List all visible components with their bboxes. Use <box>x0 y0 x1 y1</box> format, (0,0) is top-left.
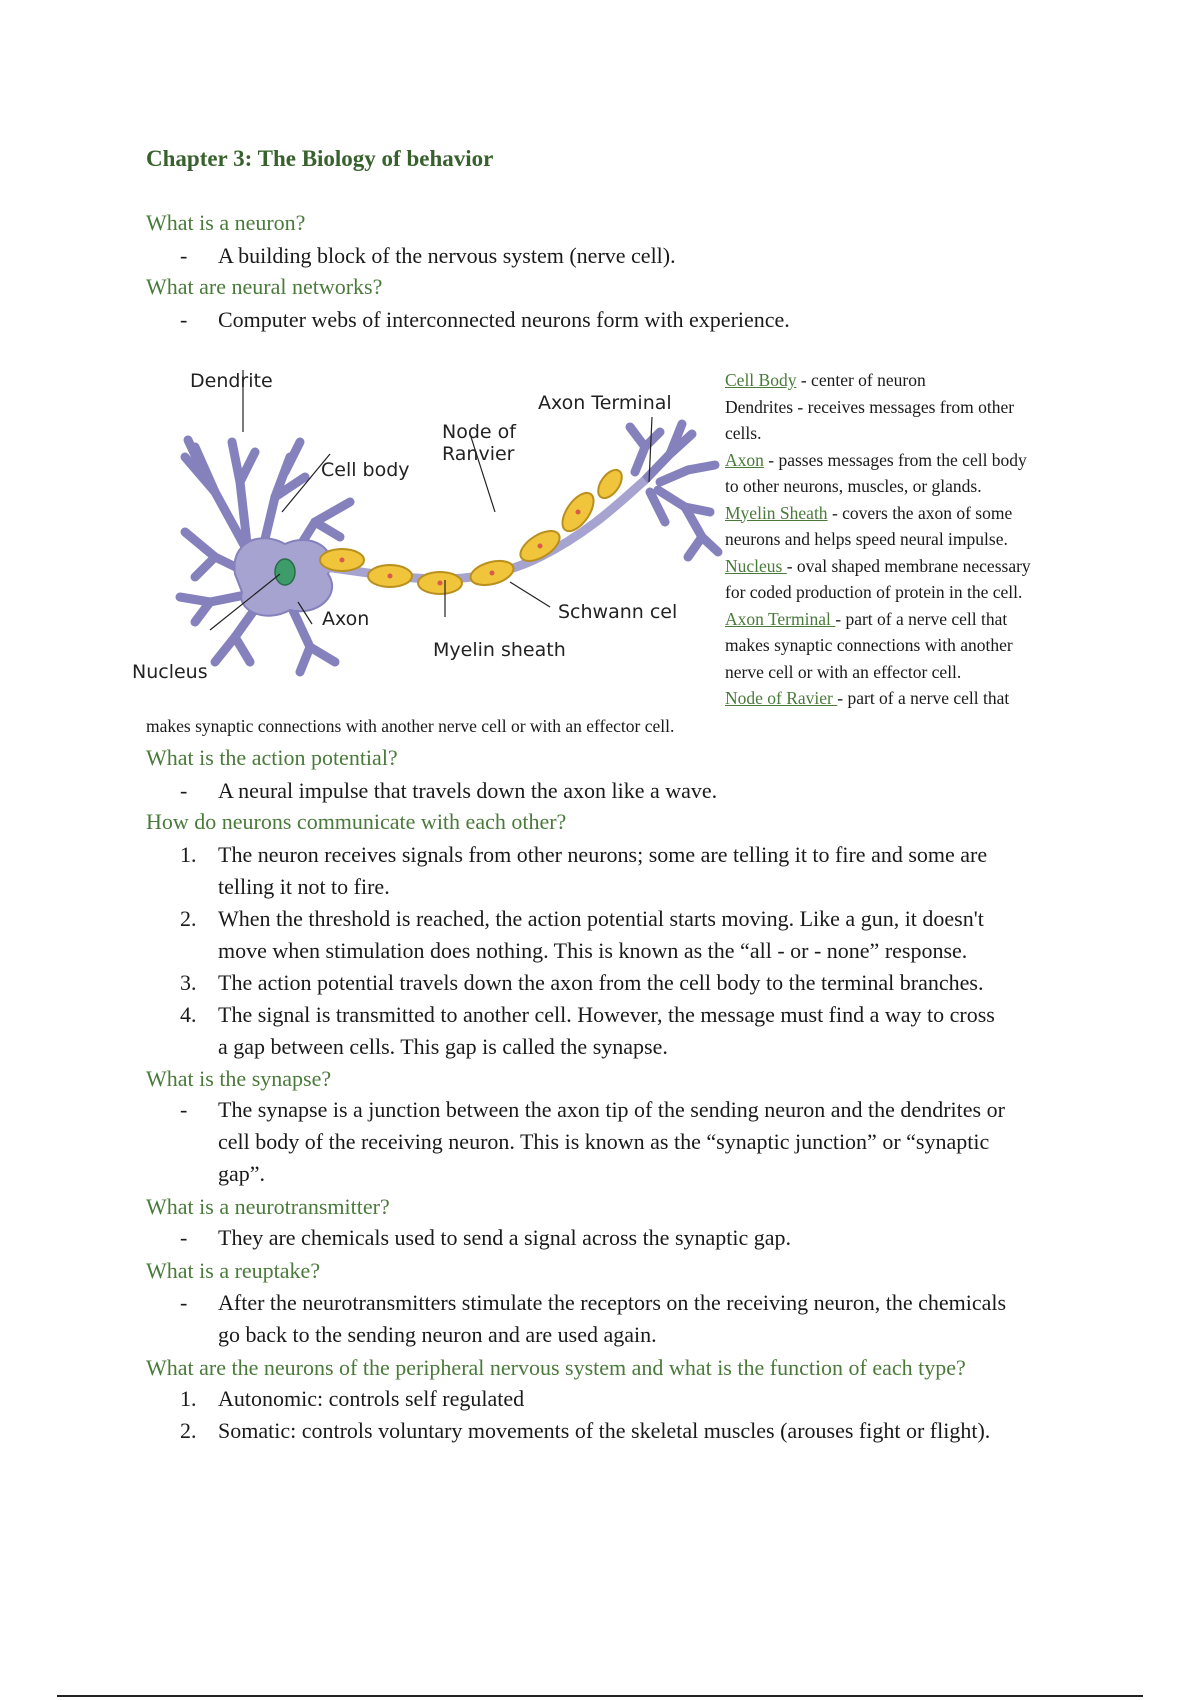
chapter-title: Chapter 3: The Biology of behavior <box>146 146 494 171</box>
label-axon: Axon <box>322 608 370 630</box>
list-number: 2. <box>180 1418 197 1443</box>
answer-text: A building block of the nervous system (nerve cell). <box>218 243 676 268</box>
answer-neural-networks <box>180 304 1090 336</box>
list-item-communicate-4 <box>180 999 1090 1063</box>
list-text: Somatic: controls voluntary movements of the skeletal muscles (arouses fight or flight). <box>218 1418 991 1443</box>
list-text: The action potential travels down the axon from the cell body to the terminal branches. <box>218 970 984 995</box>
definition-text: - passes messages from the cell body <box>763 449 1027 470</box>
label-nucleus: Nucleus <box>132 661 208 683</box>
definition-axon <box>725 447 1085 474</box>
label-node-of-ranvier-line2: Ranvier <box>442 443 515 465</box>
list-text: The signal is transmitted to another cell. However, the message must find a way to cross <box>218 1002 995 1027</box>
definition-cell-body <box>725 367 1085 394</box>
label-cell-body: Cell body <box>321 459 410 481</box>
list-item-peripheral-2 <box>180 1415 1090 1447</box>
definition-myelin <box>725 500 1085 527</box>
list-number: 2. <box>180 906 197 931</box>
definition-text: - covers the axon of some <box>827 502 1013 523</box>
question-neurotransmitter: What is a neurotransmitter? <box>146 1194 390 1219</box>
term-node-of-ravier: Node of Ravier <box>725 688 838 708</box>
bullet-marker: - <box>180 778 188 803</box>
list-text: Autonomic: controls self regulated <box>218 1386 525 1411</box>
list-item-communicate-2 <box>180 903 1090 967</box>
question-peripheral: What are the neurons of the peripheral nervous system and what is the function of each type? <box>146 1355 966 1380</box>
bullet-marker: - <box>180 1097 188 1122</box>
question-reuptake: What is a reuptake? <box>146 1258 321 1283</box>
term-cell-body: Cell Body <box>725 370 797 390</box>
definition-myelin-cont: neurons and helps speed neural impulse. <box>725 529 1008 549</box>
answer-text: They are chemicals used to send a signal across the synaptic gap. <box>218 1225 792 1250</box>
question-communicate: How do neurons communicate with each other? <box>146 809 567 834</box>
bullet-marker: - <box>180 243 188 268</box>
definition-nucleus <box>725 553 1085 580</box>
label-node-of-ranvier-line1: Node of <box>442 421 516 443</box>
answer-text: A neural impulse that travels down the axon like a wave. <box>218 778 718 803</box>
question-action-potential: What is the action potential? <box>146 745 398 770</box>
neuron-diagram <box>132 362 720 683</box>
answer-synapse <box>180 1094 1090 1190</box>
definition-nucleus-cont: for coded production of protein in the cell. <box>725 582 1023 602</box>
definition-axon-terminal-cont2: nerve cell or with an effector cell. <box>725 661 962 682</box>
question-neuron: What is a neuron? <box>146 210 306 235</box>
question-synapse: What is the synapse? <box>146 1066 332 1091</box>
footer-rule <box>57 1695 1143 1697</box>
answer-action-potential <box>180 775 1090 807</box>
list-text-cont: move when stimulation does nothing. This is known as the “all - or - none” response. <box>218 938 968 963</box>
answer-text: Computer webs of interconnected neurons form with experience. <box>218 307 790 332</box>
definition-axon-cont: to other neurons, muscles, or glands. <box>725 476 982 496</box>
list-text: When the threshold is reached, the action potential starts moving. Like a gun, it doesn't <box>218 906 984 931</box>
definition-text: - part of a nerve cell that <box>835 608 1008 629</box>
label-myelin-sheath: Myelin sheath <box>433 639 566 661</box>
answer-text-cont: cell body of the receiving neuron. This is known as the “synaptic junction” or “synaptic <box>218 1129 990 1154</box>
list-item-communicate-1 <box>180 839 1090 903</box>
term-axon-terminal: Axon Terminal <box>725 608 836 629</box>
term-axon: Axon <box>725 449 764 470</box>
definition-node <box>725 685 1085 712</box>
list-number: 4. <box>180 1002 197 1027</box>
list-item-communicate-3 <box>180 967 1090 999</box>
label-dendrite: Dendrite <box>190 370 273 392</box>
list-text-cont: a gap between cells. This gap is called the synapse. <box>218 1034 668 1059</box>
label-schwann-cell: Schwann cel <box>558 601 678 623</box>
definition-axon-terminal-cont: makes synaptic connections with another <box>725 635 1013 655</box>
list-number: 1. <box>180 842 197 867</box>
definition-dendrites: Dendrites - receives messages from other <box>725 396 1015 417</box>
definition-dendrites-cont: cells. <box>725 423 762 443</box>
bullet-marker: - <box>180 1290 188 1315</box>
answer-text: The synapse is a junction between the axon tip of the sending neuron and the dendrites or <box>218 1097 1005 1122</box>
list-text: The neuron receives signals from other neurons; some are telling it to fire and some are <box>218 842 988 867</box>
answer-neurotransmitter <box>180 1222 1090 1254</box>
definition-text: - center of neuron <box>796 370 926 390</box>
list-item-peripheral-1 <box>180 1383 1090 1415</box>
definition-text: - oval shaped membrane necessary <box>786 555 1031 576</box>
term-nucleus: Nucleus <box>725 555 787 576</box>
list-number: 1. <box>180 1386 197 1411</box>
bullet-marker: - <box>180 307 188 332</box>
answer-reuptake <box>180 1287 1090 1351</box>
nucleus-shape <box>275 559 295 585</box>
label-axon-terminal: Axon Terminal <box>538 392 672 414</box>
term-myelin-sheath: Myelin Sheath <box>725 502 828 523</box>
answer-neuron <box>180 240 1090 272</box>
answer-text-cont: go back to the sending neuron and are used again. <box>218 1322 657 1347</box>
question-neural-networks: What are neural networks? <box>146 274 383 299</box>
list-number: 3. <box>180 970 197 995</box>
definition-axon-terminal <box>725 606 1085 633</box>
definition-text: - part of a nerve cell that <box>837 688 1010 708</box>
list-text-cont: telling it not to fire. <box>218 874 390 899</box>
answer-text: After the neurotransmitters stimulate the receptors on the receiving neuron, the chemicals <box>218 1290 1007 1315</box>
definitions-panel <box>725 367 1085 712</box>
answer-text-cont2: gap”. <box>218 1161 266 1186</box>
definition-continuation: makes synaptic connections with another nerve cell or with an effector cell. <box>146 716 675 736</box>
bullet-marker: - <box>180 1225 188 1250</box>
